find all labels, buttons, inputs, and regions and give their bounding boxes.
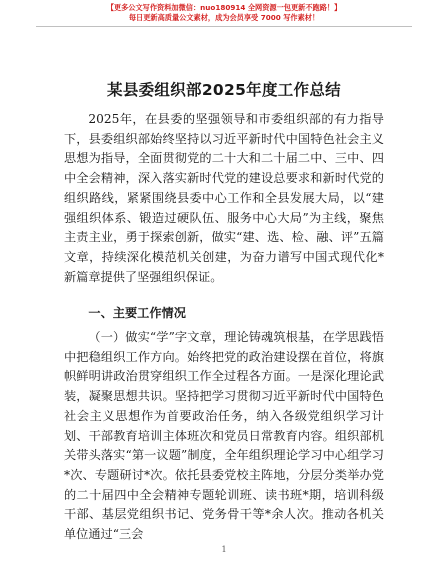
promo-banner-line-1: 【更多公文写作资料加微信：nuo180914 全网资源一包更新不跑路！】 [106,3,342,12]
document-body [64,110,384,545]
header-divider [36,26,412,27]
section-paragraph: （一）做实“学”字文章，理论铸魂筑根基，在学思践悟中把稳组织工作方向。始终把党的政治建设摆在首位，将旗帜鲜明讲政治贯穿组织工作全过程各方面。一是深化理论武装，凝聚思想共识。坚持把学习贯彻习近平新时代中国特色社会主义思想作为首要政治任务，纳入各级党组织学习计划、干部教育培训主体班次和党员日常教育内容。组织部机关带头落实“第一议题”制度，全年组织理论学习中心组学习*次、专题研讨*次。依托县委党校主阵地，分层分类举办党的二十届四中全会精神专题轮训班、读书班*期，培训科级干部、基层党组织书记、党务骨干等*余人次。推动各机关单位通过“三会 [64,330,384,542]
page-number: 1 [221,545,227,554]
section-heading: 一、主要工作情况 [88,306,186,321]
promo-banner [0,3,448,23]
promo-banner-line-2: 每日更新高质量公文素材，成为会员享受 7000 写作素材！ [128,13,320,22]
intro-paragraph: 2025年，在县委的坚强领导和市委组织部的有力指导下，县委组织部始终坚持以习近平新时代中国特色社会主义思想为指导，全面贯彻党的二十大和二十届二中、三中、四中全会精神，深入落实新时代党的建设总要求和新时代党的组织路线，紧紧围绕县委中心工作和全县发展大局，以“建强组织体系、锻造过硬队伍、服务中心大局”为主线，聚焦主责主业，勇于探索创新，做实“建、选、检、融、评”五篇文章，持续深化模范机关创建，为奋力谱写中国式现代化*新篇章提供了坚强组织保证。 [64,112,384,284]
document-title: 某县委组织部2025年度工作总结 [107,81,341,99]
